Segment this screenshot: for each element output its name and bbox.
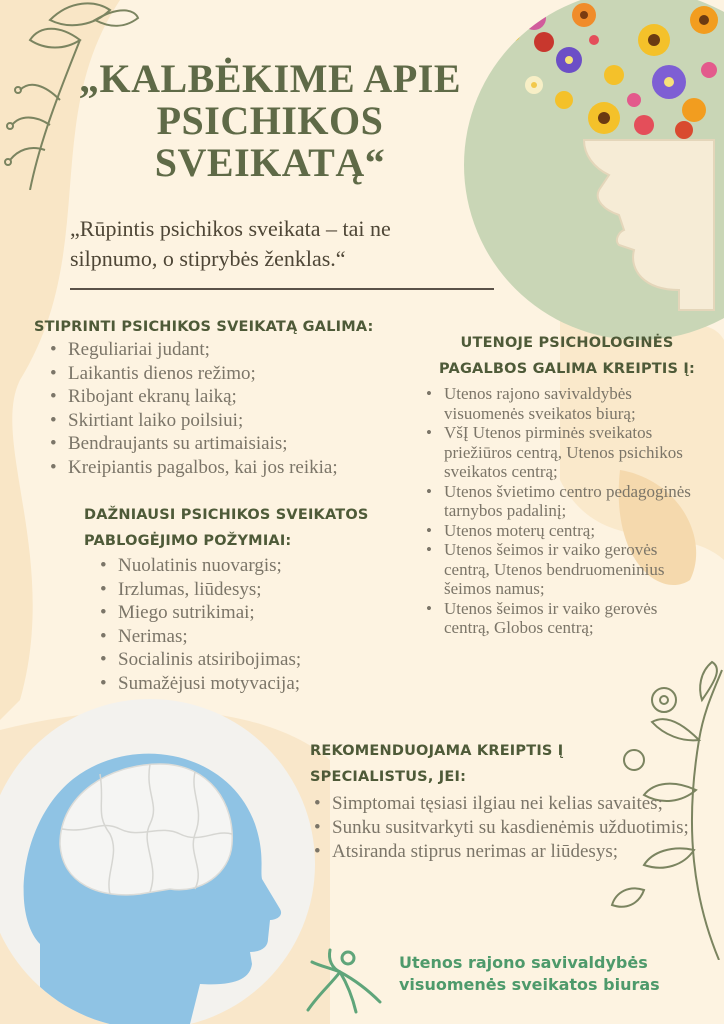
title-line-2: PSICHIKOS xyxy=(156,98,384,143)
list-item: • Miego sutrikimai; xyxy=(98,601,398,625)
puzzle-brain-illustration xyxy=(0,694,330,1024)
list-item: • Atsiranda stiprus nerimas ar liūdesys; xyxy=(312,840,694,864)
symptoms-heading-line-2: PABLOGĖJIMO POŽYMIAI: xyxy=(84,533,292,549)
strengthen-list xyxy=(48,338,428,479)
strengthen-heading: STIPRINTI PSICHIKOS SVEIKATĄ GALIMA: xyxy=(34,319,374,335)
page-title xyxy=(70,58,470,184)
recommend-list xyxy=(312,792,694,864)
symptoms-heading-line-1: DAŽNIAUSI PSICHIKOS SVEIKATOS xyxy=(84,507,369,523)
list-item: • Utenos šeimos ir vaiko gerovės centrą, Utenos bendruomeninius šeimos namus; xyxy=(424,540,704,599)
list-item: • Ribojant ekranų laiką; xyxy=(48,385,428,409)
help-heading-line-2: PAGALBOS GALIMA KREIPTIS Į: xyxy=(439,361,695,377)
footer-org-name xyxy=(399,952,660,996)
symptoms-heading xyxy=(84,502,369,554)
quote xyxy=(70,214,500,274)
symptoms-list xyxy=(98,554,398,695)
help-heading-line-1: UTENOJE PSICHOLOGINĖS xyxy=(460,335,674,351)
list-item: • Laikantis dienos režimo; xyxy=(48,362,428,386)
recommend-heading-line-2: SPECIALISTUS, JEI: xyxy=(310,769,467,785)
org-logo-icon xyxy=(300,940,390,1020)
list-item: • Skirtiant laiko poilsiui; xyxy=(48,409,428,433)
list-item: • Utenos moterų centrą; xyxy=(424,521,704,541)
help-list xyxy=(424,384,704,638)
quote-line-2: silpnumo, o stiprybės ženklas.“ xyxy=(70,246,346,271)
list-item: • Sumažėjusi motyvacija; xyxy=(98,672,398,696)
list-item: • Kreipiantis pagalbos, kai jos reikia; xyxy=(48,456,428,480)
list-item: • Utenos rajono savivaldybės visuomenės sveikatos biurą; xyxy=(424,384,704,423)
list-item: • Utenos šeimos ir vaiko gerovės centrą, Globos centrą; xyxy=(424,599,704,638)
list-item: • Nuolatinis nuovargis; xyxy=(98,554,398,578)
footer-line-1: Utenos rajono savivaldybės xyxy=(399,953,648,972)
list-item: • Socialinis atsiribojimas; xyxy=(98,648,398,672)
recommend-heading xyxy=(310,738,563,790)
footer-line-2: visuomenės sveikatos biuras xyxy=(399,975,660,994)
list-item: • Irzlumas, liūdesys; xyxy=(98,578,398,602)
list-item: • Nerimas; xyxy=(98,625,398,649)
list-item: • Sunku susitvarkyti su kasdienėmis užduotimis; xyxy=(312,816,694,840)
list-item: • Utenos švietimo centro pedagoginės tarnybos padalinį; xyxy=(424,482,704,521)
title-line-1: „KALBĖKIME APIE xyxy=(78,56,461,101)
recommend-heading-line-1: REKOMENDUOJAMA KREIPTIS Į xyxy=(310,743,564,759)
list-item: • Bendraujants su artimaisiais; xyxy=(48,432,428,456)
quote-divider xyxy=(70,288,494,290)
flower-head-illustration xyxy=(454,0,724,340)
quote-line-1: „Rūpintis psichikos sveikata – tai ne xyxy=(70,216,391,241)
help-heading xyxy=(426,330,708,382)
title-line-3: SVEIKATĄ“ xyxy=(154,140,386,185)
list-item: • Reguliariai judant; xyxy=(48,338,428,362)
list-item: • VšĮ Utenos pirminės sveikatos priežiūros centrą, Utenos psichikos sveikatos centrą; xyxy=(424,423,704,482)
list-item: • Simptomai tęsiasi ilgiau nei kelias savaites; xyxy=(312,792,694,816)
